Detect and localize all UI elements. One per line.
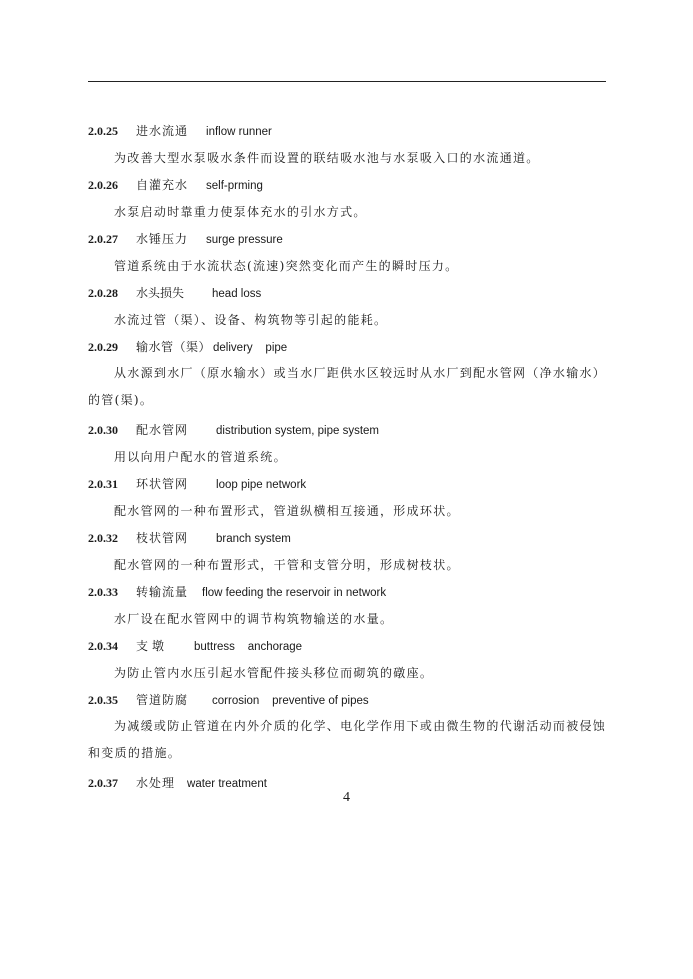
term-definition: 水泵启动时靠重力使泵体充水的引水方式。 — [114, 205, 367, 219]
term-english: loop pipe network — [216, 479, 307, 491]
term-english: buttress anchorage — [194, 641, 303, 653]
term-definition: 为改善大型水泵吸水条件而设置的联结吸水池与水泵吸入口的水流通道。 — [114, 151, 540, 165]
entry-2-0-35 — [88, 689, 608, 767]
term-number: 2.0.32 — [88, 531, 118, 545]
entry-2-0-27 — [88, 228, 608, 282]
term-english: surge pressure — [206, 234, 283, 246]
entry-2-0-25 — [88, 120, 608, 174]
term-number: 2.0.25 — [88, 124, 118, 138]
term-line — [88, 689, 608, 716]
term-line — [88, 336, 608, 363]
term-english: branch system — [216, 533, 291, 545]
term-line — [88, 581, 608, 608]
term-number: 2.0.33 — [88, 585, 118, 599]
term-chinese: 配水管网 — [136, 423, 189, 437]
term-chinese: 管道防腐 — [136, 693, 189, 707]
entry-2-0-30 — [88, 419, 608, 473]
entry-2-0-33 — [88, 581, 608, 635]
term-definition: 配水管网的一种布置形式，管道纵横相互接通，形成环状。 — [114, 504, 460, 518]
term-english: water treatment — [187, 778, 267, 790]
term-english: flow feeding the reservoir in network — [202, 587, 387, 599]
header-rule — [88, 81, 606, 82]
term-chinese: 进水流通 — [136, 124, 189, 138]
term-definition: 水流过管（渠）、设备、构筑物等引起的能耗。 — [114, 313, 388, 327]
entry-2-0-32 — [88, 527, 608, 581]
term-english: head loss — [212, 288, 262, 300]
term-chinese: 自灌充水 — [136, 178, 189, 192]
entry-2-0-29 — [88, 336, 608, 414]
term-chinese: 枝状管网 — [136, 531, 189, 545]
glossary-entries — [88, 120, 608, 799]
term-english: self-prming — [206, 180, 263, 192]
term-number: 2.0.26 — [88, 178, 118, 192]
term-number: 2.0.30 — [88, 423, 118, 437]
page-number: 4 — [343, 790, 350, 805]
term-line — [88, 282, 608, 309]
term-number: 2.0.37 — [88, 776, 118, 790]
term-definition: 从水源到水厂（原水输水）或当水厂距供水区较远时从水厂到配水管网（净水输水）的管(渠)。 — [88, 366, 607, 407]
term-english: delivery pipe — [213, 342, 288, 354]
term-line — [88, 174, 608, 201]
term-chinese: 输水管（渠） — [136, 340, 212, 354]
term-line — [88, 120, 608, 147]
term-number: 2.0.34 — [88, 639, 118, 653]
term-english: distribution system, pipe system — [216, 425, 379, 437]
entry-2-0-31 — [88, 473, 608, 527]
entry-2-0-34 — [88, 635, 608, 689]
term-line — [88, 635, 608, 662]
term-number: 2.0.29 — [88, 340, 118, 354]
term-definition: 为减缓或防止管道在内外介质的化学、电化学作用下或由微生物的代谢活动而被侵蚀和变质的措施。 — [88, 719, 607, 760]
term-chinese: 水头损失 — [136, 286, 185, 300]
term-english: corrosion preventive of pipes — [212, 695, 369, 707]
term-number: 2.0.27 — [88, 232, 118, 246]
term-definition: 配水管网的一种布置形式，干管和支管分明，形成树枝状。 — [114, 558, 460, 572]
term-line — [88, 419, 608, 446]
term-definition: 水厂设在配水管网中的调节构筑物输送的水量。 — [114, 612, 394, 626]
term-line — [88, 527, 608, 554]
term-definition: 管道系统由于水流状态(流速)突然变化而产生的瞬时压力。 — [114, 259, 459, 273]
term-chinese: 转输流量 — [136, 585, 189, 599]
term-number: 2.0.31 — [88, 477, 118, 491]
entry-2-0-28 — [88, 282, 608, 336]
term-number: 2.0.35 — [88, 693, 118, 707]
term-definition: 用以向用户配水的管道系统。 — [114, 450, 287, 464]
term-line — [88, 473, 608, 500]
term-chinese: 水锤压力 — [136, 232, 189, 246]
term-definition: 为防止管内水压引起水管配件接头移位而砌筑的礅座。 — [114, 666, 434, 680]
term-number: 2.0.28 — [88, 286, 118, 300]
term-english: inflow runner — [206, 126, 272, 138]
term-chinese: 水处理 — [136, 776, 176, 790]
entry-2-0-26 — [88, 174, 608, 228]
term-chinese: 支墩 — [136, 639, 169, 653]
term-chinese: 环状管网 — [136, 477, 189, 491]
term-line — [88, 228, 608, 255]
